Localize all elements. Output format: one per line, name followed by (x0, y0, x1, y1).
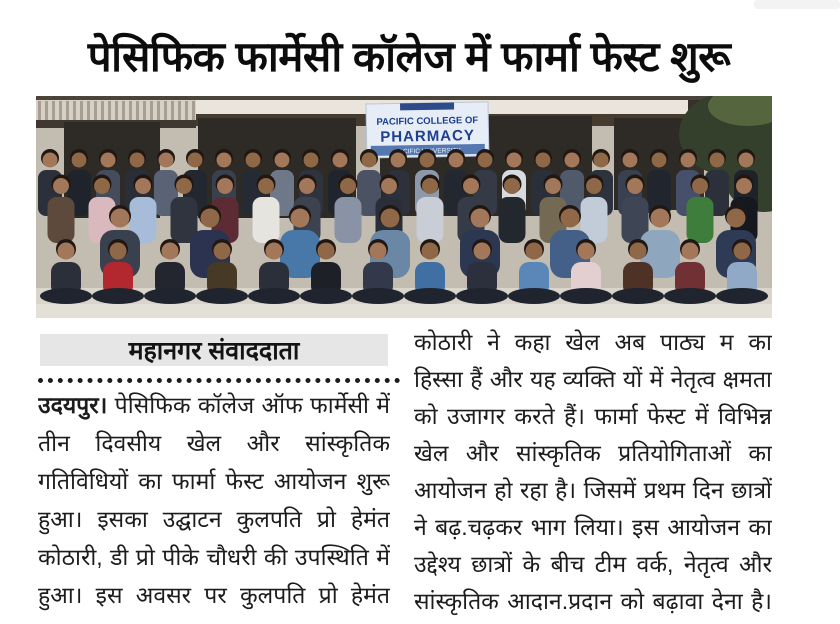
article-line: आयोजन हो रहा है। जिसमें प्रथम दिन छात्रों (414, 477, 772, 503)
group-photo-illustration (36, 96, 772, 318)
article-line: सांस्कृतिक आदान.प्रदान को बढ़ावा देना है। (414, 588, 772, 614)
article-line: को उजागर करते हैं। फार्मा फेस्ट में विभिन्न (414, 403, 772, 429)
banner-line1: PACIFIC COLLEGE OF (376, 115, 479, 128)
group-photo (36, 96, 772, 318)
article-line: हुआ। इसका उद्घाटन कुलपति प्रो हेमंत (38, 506, 390, 532)
banner-line2: PHARMACY (380, 127, 476, 146)
article-line: तीन दिवसीय खेल और सांस्कृतिक (38, 430, 390, 456)
article-line: कोठारी ने कहा खेल अब पाठ्य म का (414, 329, 772, 355)
article-line: उद्देश्य छात्रों के बीच टीम वर्क, नेतृत्व और (414, 551, 772, 577)
article-line: उदयपुर। पेसिफिक कॉलेज ऑफ फार्मेसी में (38, 392, 390, 418)
article-right-column (414, 324, 772, 620)
dotted-divider (38, 368, 400, 383)
article-line: कोठारी, डी प्रो पीके चौधरी की उपस्थिति में (38, 544, 390, 570)
article-line: हिस्सा हैं और यह व्यक्ति यों में नेतृत्व क्षमता (414, 366, 772, 392)
scan-artifact (754, 0, 840, 9)
article-line: गतिविधियों का फार्मा फेस्ट आयोजन शुरू (38, 468, 390, 494)
byline-bar (40, 334, 388, 366)
headline: पेसिफिक फार्मेसी कॉलेज में फार्मा फेस्ट शुरू (87, 32, 731, 80)
article-line: खेल और सांस्कृतिक प्रतियोगिताओं का (414, 440, 772, 466)
byline-label: महानगर संवाददाता (128, 337, 300, 365)
article-line: हुआ। इस अवसर पर कुलपति प्रो हेमंत (38, 582, 390, 608)
article-left-column (38, 386, 390, 614)
banner-line3: PACIFIC UNIVERSITY (394, 147, 461, 156)
article-line: ने बढ़.चढ़कर भाग लिया। इस आयोजन का (414, 514, 772, 540)
